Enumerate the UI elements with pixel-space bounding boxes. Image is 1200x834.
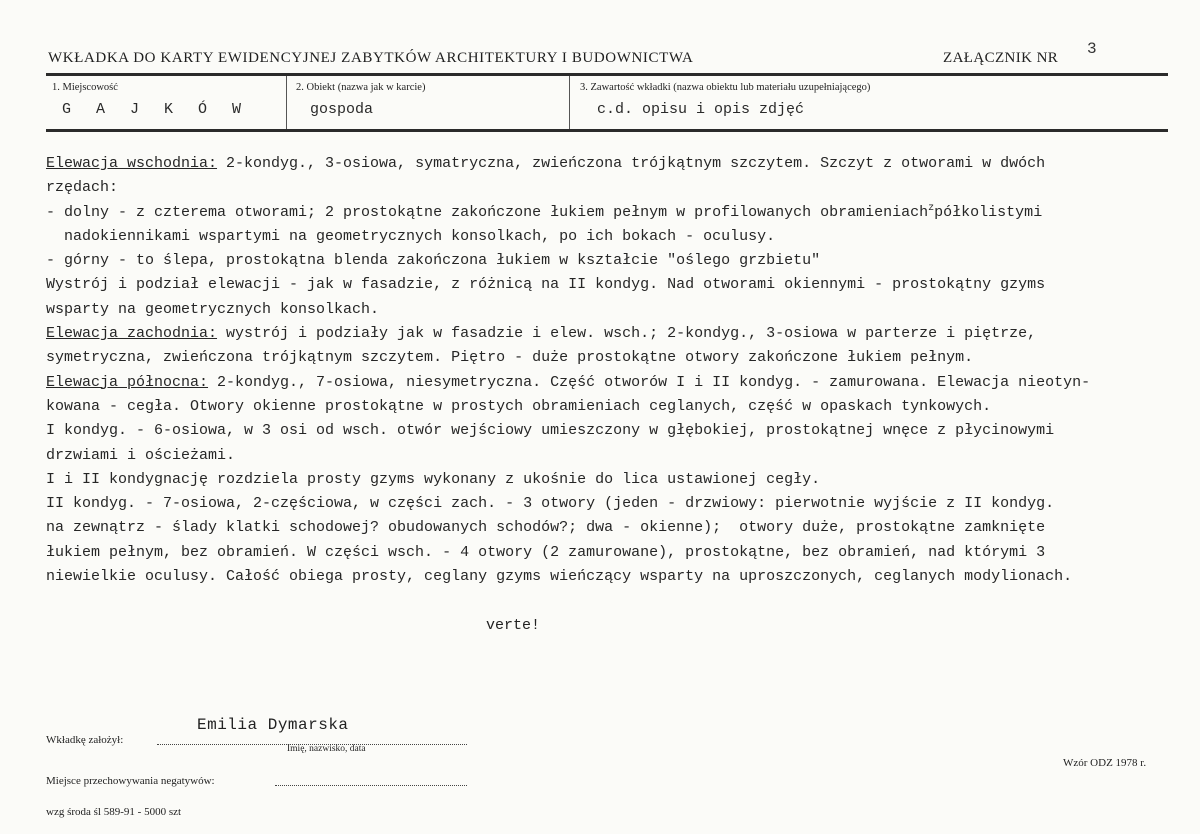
superscript-mark: z	[928, 202, 935, 214]
section-heading-north: Elewacja północna:	[46, 373, 209, 391]
attachment-label: ZAŁĄCZNIK NR	[943, 50, 1059, 66]
negatives-dotted-line	[275, 785, 467, 786]
text-line: kowana - cegła. Otwory okienne prostokątne w prostych obramieniach ceglanych, część w opaskach tynkowych.	[46, 397, 992, 415]
field-value-locality: G A J K Ó W	[62, 101, 250, 118]
text-line: - górny - to ślepa, prostokątna blenda zakończona łukiem w kształcie "oślego grzbietu"	[46, 252, 821, 270]
attachment-number: 3	[1087, 40, 1097, 58]
text-line: I i II kondygnację rozdziela prosty gzyms wykonany z ukośnie do lica ustawionej cegły.	[46, 470, 821, 488]
form-title: WKŁADKA DO KARTY EWIDENCYJNEJ ZABYTKÓW ARCHITEKTURY I BUDOWNICTWA	[48, 50, 694, 66]
field-label-locality: 1. Miejscowość	[52, 82, 118, 93]
text-line: Elewacja zachodnia: wystrój i podziały jak w fasadzie i elew. wsch.; 2-kondyg., 3-osiowa w parterze i piętrze,	[46, 325, 1037, 343]
text-line: łukiem pełnym, bez obramień. W części wsch. - 4 otwory (2 zamurowane), prostokątne, bez obramień, nad którymi 3	[46, 543, 1046, 561]
text-line: I kondyg. - 6-osiowa, w 3 osi od wsch. otwór wejściowy umieszczony w głębokiej, prostokątnej wnęce z płycinowymi	[46, 422, 1055, 440]
field-value-content: c.d. opisu i opis zdjęć	[597, 101, 805, 118]
text-line: na zewnątrz - ślady klatki schodowej? obudowanych schodów?; dwa - okienne); otwory duże, prostokątne zamknięte	[46, 519, 1046, 537]
author-label: Wkładkę założył:	[46, 734, 124, 746]
text-line: wsparty na geometrycznych konsolkach.	[46, 300, 380, 318]
section-heading-west: Elewacja zachodnia:	[46, 325, 218, 343]
text-line: drzwiami i ościeżami.	[46, 446, 236, 464]
field-label-object: 2. Obiekt (nazwa jak w karcie)	[296, 82, 426, 93]
text-line: niewielkie oculusy. Całość obiega prosty, ceglany gzyms wieńczący wsparty na uproszczonych, ceglanych modylionach.	[46, 568, 1073, 586]
printer-note: wzg środa śl 589-91 - 5000 szt	[46, 806, 182, 818]
author-name: Emilia Dymarska	[197, 716, 349, 734]
text-line: nadokiennikami wspartymi na geometrycznych konsolkach, po ich bokach - oculusy.	[46, 227, 776, 245]
text-line: Wystrój i podział elewacji - jak w fasadzie, z różnicą na II kondyg. Nad otworami okiennymi - prostokątny gzyms	[46, 276, 1046, 294]
negatives-label: Miejsce przechowywania negatywów:	[46, 775, 215, 787]
header-top-rule	[46, 73, 1168, 76]
text-line: II kondyg. - 7-osiowa, 2-częściowa, w części zach. - 3 otwory (jeden - drzwiowy: pierwotnie wyjście z II kondyg.	[46, 495, 1055, 513]
field-label-content: 3. Zawartość wkładki (nazwa obiektu lub materiału uzupełniającego)	[580, 82, 871, 93]
verte-note: verte!	[486, 617, 541, 634]
field-divider	[286, 76, 287, 129]
text-line: Elewacja wschodnia: 2-kondyg., 3-osiowa, symatryczna, zwieńczona trójkątnym szczytem. Szczyt z otworami w dwóch	[46, 155, 1046, 172]
text-line: Elewacja północna: 2-kondyg., 7-osiowa, niesymetryczna. Część otworów I i II kondyg. - zamurowana. Elewacja nieotyn-	[46, 373, 1091, 391]
field-value-object: gospoda	[310, 101, 374, 118]
section-heading-east: Elewacja wschodnia:	[46, 155, 218, 172]
author-caption: Imię, nazwisko, data	[287, 744, 366, 754]
template-note: Wzór ODZ 1978 r.	[1063, 757, 1147, 769]
description-text	[46, 152, 1176, 589]
text-line: rzędach:	[46, 179, 119, 197]
text-line: symetryczna, zwieńczona trójkątnym szczytem. Piętro - duże prostokątne otwory zakończone łukiem pełnym.	[46, 349, 974, 367]
text-line: - dolny - z czterema otworami; 2 prostokątne zakończone łukiem pełnym w profilowanych obramieniach$^z$półkolistymi	[46, 202, 1043, 221]
header-bottom-rule	[46, 129, 1168, 132]
field-divider	[569, 76, 570, 129]
